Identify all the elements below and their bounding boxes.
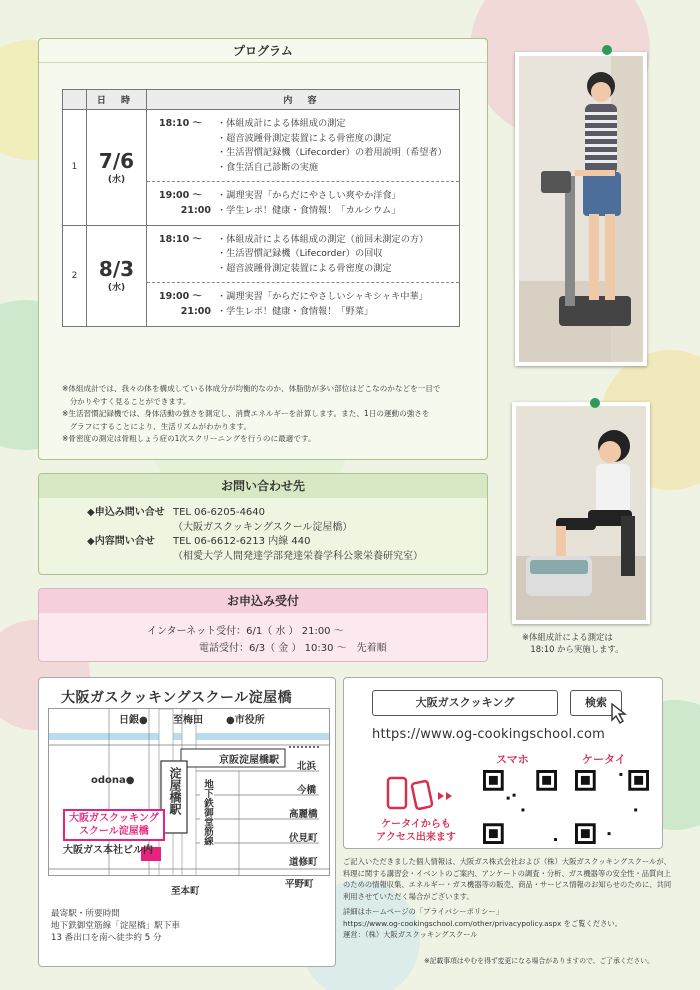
schedule-line (159, 290, 459, 305)
content-header: 内 容 (147, 90, 460, 110)
cursor-icon (610, 702, 636, 724)
caption-line: 18:10 から実施します。 (522, 644, 624, 654)
schedule-line (159, 161, 459, 176)
table-row (63, 225, 460, 326)
num-header (63, 90, 87, 110)
schedule-item: ・学生レポ！健康・食情報！「野菜」 (217, 305, 374, 317)
contact-list (87, 506, 423, 564)
schedule-item: ・生活習慣記録機（Lifecorder）の着用説明（希望者） (217, 147, 447, 159)
label-midosuji-line: 地下鉄御堂筋線 (202, 779, 213, 846)
session-weekday: (水) (107, 174, 126, 185)
schedule-item: ・体組成計による体組成の測定（前回未測定の方） (217, 233, 429, 245)
schedule-line (159, 305, 459, 320)
program-notes (62, 383, 482, 446)
privacy-policy-url[interactable]: https://www.og-cookingschool.com/other/privacypolicy.aspx をご覧ください。 (343, 918, 622, 928)
schedule-line (159, 204, 459, 219)
schedule-line (159, 262, 459, 277)
pin-icon (602, 45, 612, 55)
schedule-time (159, 132, 217, 147)
schedule-time: 18:10 ～ (159, 233, 203, 245)
note-line: ※生活習慣記録機では、身体活動の強さを測定し、消費エネルギーを計算します。また、1日の運動の強さを (62, 409, 430, 419)
label-odona: odona● (91, 775, 135, 786)
access-line: ケータイからも (381, 819, 451, 830)
schedule-time: 19:00 ～ (159, 291, 203, 303)
schedule-line (159, 146, 459, 161)
session-date-cell (87, 110, 147, 226)
application-panel (38, 588, 488, 662)
privacy-text: ご記入いただきました個人情報は、大阪ガス株式会社および（株）大阪ガスクッキングスクールが、料理に関する講習会・イベントのご案内、アンケートの調査・分析、ガス機器等の安全性・品質向上のための情報収集、エネルギー・ガス機器等の販売、商品・サービス情報のお知らせのために、共同利用させていただく場合がございます。 (343, 857, 672, 902)
keitai-label: ケータイ (582, 753, 626, 766)
schedule-time (159, 146, 217, 161)
label-keihan-station: 京阪淀屋橋駅 (219, 755, 279, 766)
privacy-policy-ref: 詳細はホームページの「プライバシーポリシー」 (343, 906, 504, 916)
session-block (147, 282, 459, 325)
label-hiranomachi: 平野町 (285, 876, 314, 890)
map-title: 大阪ガスクッキングスクール淀屋橋 (61, 690, 293, 706)
session-block (147, 226, 459, 283)
session-date: 8/3 (98, 257, 135, 282)
footnote: ※記載事項はやむを得ず変更になる場合がありますので、ご了承ください。 (424, 957, 654, 965)
photo-bone-density (512, 402, 650, 624)
smartphone-qr-code[interactable] (482, 770, 558, 844)
caption-line: ※体組成計による測定は (522, 632, 613, 642)
schedule-line (159, 132, 459, 147)
schedule-item: ・学生レポ！健康・食情報！「カルシウム」 (217, 204, 401, 216)
schedule-item: ・食生活自己診断の実施 (217, 161, 319, 173)
search-button[interactable]: 検索 (570, 690, 622, 716)
schedule-time: 18:10 ～ (159, 118, 203, 129)
label-building: 大阪ガス本社ビル内 (63, 845, 153, 856)
schedule-time (159, 247, 217, 262)
note-line: 分かりやすく見ることができます。 (62, 396, 191, 406)
schedule-item: ・調理実習「からだにやさしいシャキシャキ中華」 (217, 291, 428, 303)
contact-title: お問い合わせ先 (39, 474, 487, 498)
note-line: ※体組成計では、我々の体を構成している体成分が均衡的なのか、体脂肪が多い部位はどこなのかなどを一目で (62, 384, 441, 393)
schedule-line (159, 117, 459, 132)
access-map (48, 708, 330, 876)
search-keyword-box[interactable]: 大阪ガスクッキング (372, 690, 558, 716)
session-block (147, 110, 459, 181)
photo-body-composition (515, 52, 647, 366)
label-yodoyabashi-station: 淀屋橋駅 (168, 767, 182, 815)
note-line: グラフにすることにより、生活リズムがわかります。 (62, 421, 252, 431)
schedule-item: ・生活習慣記録機（Lifecorder）の回収 (217, 248, 383, 260)
program-title: プログラム (39, 39, 487, 63)
label-nichigin: 日銀● (119, 715, 148, 726)
contact-tel: TEL 06-6612-6213 内線 440 (173, 536, 311, 547)
station-info-line: 最寄駅・所要時間 (51, 909, 120, 919)
program-panel (38, 38, 488, 460)
contact-tel: TEL 06-6205-4640 (173, 507, 266, 518)
map-panel (38, 677, 336, 967)
schedule-time: 21:00 (180, 204, 211, 216)
row-number: 2 (63, 225, 87, 326)
schedule-time (159, 161, 217, 176)
school-name-line: スクール淀屋橋 (78, 826, 149, 837)
label-imabashi: 今橋 (297, 785, 317, 796)
schedule-item: ・超音波踵骨測定装置による骨密度の測定 (217, 262, 392, 274)
access-line: アクセス出来ます (376, 832, 456, 843)
schedule-item: ・調理実習「からだにやさしい爽やか洋食」 (217, 190, 401, 202)
session-weekday: (水) (107, 283, 126, 294)
row-number: 1 (63, 110, 87, 226)
schedule-item: ・超音波踵骨測定装置による骨密度の測定 (217, 132, 392, 144)
session-date: 7/6 (98, 148, 135, 173)
keitai-qr-code[interactable] (574, 770, 650, 844)
application-title: お申込み受付 (39, 589, 487, 613)
session-content (147, 225, 460, 326)
website-url[interactable]: https://www.og-cookingschool.com (372, 727, 605, 742)
schedule-line (159, 247, 459, 262)
internet-reception: インターネット受付：6/1（ 水 ） 21:00 ～ (147, 626, 344, 637)
contact-label: ◆内容問い合せ (87, 536, 155, 547)
station-info-line: 地下鉄御堂筋線「淀屋橋」駅下車 (51, 921, 180, 932)
date-header: 日 時 (87, 90, 147, 110)
schedule-time: 19:00 ～ (159, 190, 203, 202)
label-kitahama: 北浜 (297, 761, 317, 772)
session-date-cell (87, 225, 147, 326)
operator-line: 運営：（株）大阪ガスクッキングスクール (343, 930, 478, 940)
web-panel (343, 677, 663, 849)
note-line: ※骨密度の測定は骨粗しょう症の1次スクリーニングを行うのに最適です。 (62, 434, 316, 444)
schedule-line (159, 233, 459, 248)
mobile-phone-icon (384, 774, 454, 814)
label-to-umeda: 至梅田 (173, 715, 203, 726)
contact-label: ◆申込み問い合せ (87, 507, 165, 518)
photo-caption (522, 631, 624, 655)
session-content (147, 110, 460, 226)
contact-panel (38, 473, 488, 575)
schedule-item: ・体組成計による体組成の測定 (217, 118, 346, 129)
smartphone-label: スマホ (496, 753, 529, 766)
phone-reception: 電話受付：6/3（ 金 ） 10:30 ～ 先着順 (199, 643, 387, 654)
label-fushimimachi: 伏見町 (289, 833, 318, 844)
contact-org: （大阪ガスクッキングスクール淀屋橋） (173, 521, 353, 533)
school-name-line: 大阪ガスクッキング (69, 813, 159, 824)
schedule-time: 21:00 (180, 305, 211, 317)
label-to-honmachi: 至本町 (171, 883, 200, 897)
schedule-table (62, 89, 460, 327)
label-koraibashi: 高麗橋 (289, 809, 318, 820)
table-row (63, 110, 460, 226)
schedule-time (159, 262, 217, 277)
label-city-hall: ●市役所 (226, 715, 265, 726)
schedule-line (159, 189, 459, 204)
privacy-notice (343, 856, 673, 941)
station-info-line: 13 番出口を南へ徒歩約 5 分 (51, 933, 162, 944)
session-block (147, 181, 459, 224)
pin-icon (590, 398, 600, 408)
label-doshomachi: 道修町 (289, 857, 318, 868)
mobile-access-note (364, 818, 468, 844)
school-marker-label (63, 809, 165, 841)
contact-org: （相愛大学人間発達学部発達栄養学科公衆栄養研究室） (173, 550, 423, 562)
station-info (51, 908, 180, 945)
